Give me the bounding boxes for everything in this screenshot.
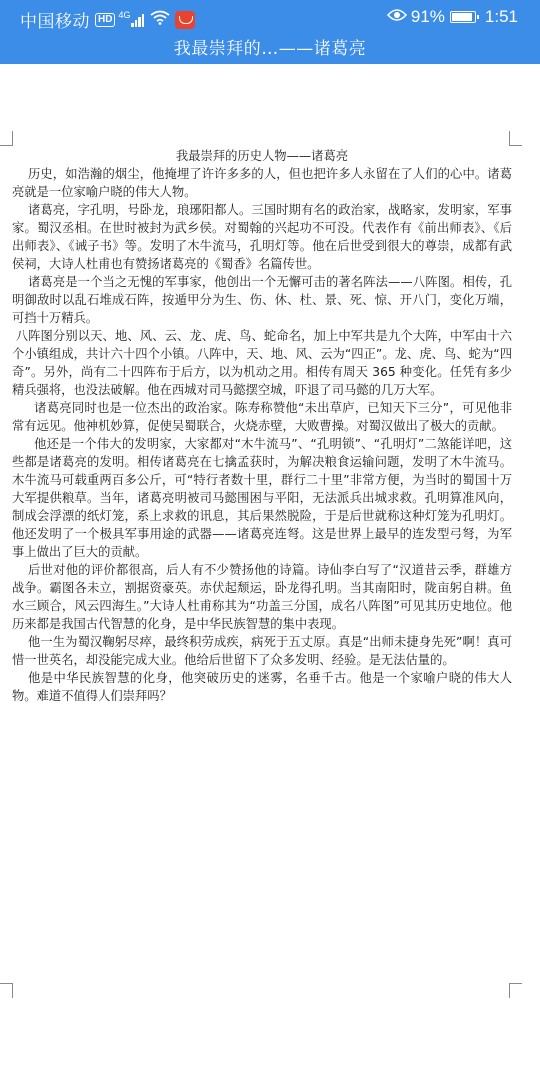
paragraph-death: 他一生为蜀汉鞠躬尽瘁，最终积劳成疾，病死于五丈原。真是“出师未捷身先死”啊！真可惜一世英名，却没能完成大业。他给后世留下了众多发明、经验。是无法估量的。 — [12, 635, 512, 667]
paragraph-evaluation: 后世对他的评价都很高，后人有不少赞扬他的诗篇。诗仙李白写了“汉道昔云季，群雄方战争。霸图各未立，割据资豪英。赤伏起颓运，卧龙得孔明。当其南阳时，陇亩躬自耕。鱼水三顾合，风云四海生。”大诗人杜甫称其为“功盖三分国，成名八阵图”可见其历史地位。他历来都是我国古代智慧的化身，是中华民族智慧的集中表现。 — [12, 563, 512, 631]
paragraph-bio: 诸葛亮，字孔明，号卧龙，琅琊阳都人。三国时期有名的政治家，战略家，发明家，军事家。蜀汉丞相。在世时被封为武乡侯。对蜀翰的兴起功不可没。代表作有《前出师表》、《后出师表》、《诫子书》等。发明了木牛流马，孔明灯等。他在后世受到很大的尊崇，成都有武侯祠，大诗人杜甫也有赞扬诸葛亮的《蜀香》名篇传世。 — [12, 203, 512, 271]
page-crop-mark-top-left — [0, 131, 13, 146]
paragraph-military: 诸葛亮是一个当之无愧的军事家，他创出一个无懈可击的著名阵法——八阵图。相传，孔明御敌时以乱石堆成石阵，按遁甲分为生、伤、休、杜、景、死、惊、开八门，变化万端，可挡十万精兵。 — [12, 275, 512, 325]
signal-icon — [131, 13, 144, 27]
paragraph-intro: 历史，如浩瀚的烟尘，他掩埋了许许多多的人，但也把许多人永留在了人们的心中。诸葛亮就是一位家喻户晓的伟大人物。 — [12, 167, 512, 199]
carrier-name: 中国移动 — [20, 12, 90, 31]
page-crop-mark-bottom-right — [509, 983, 522, 998]
eye-comfort-icon — [387, 7, 407, 27]
page-crop-mark-top-right — [509, 131, 522, 146]
hd-badge: HD — [95, 13, 115, 27]
battery-icon — [450, 11, 476, 23]
paragraph-inventor: 他还是一个伟大的发明家，大家都对“木牛流马”、“孔明锁”、“孔明灯”二煞能详吧，这些都是诸葛亮的发明。相传诸葛亮在七擒孟获时，为解决粮食运输问题，发明了木牛流马。木牛流马可载重两百多公斤，可“特行者数十里，群行二十里”非常方便，为当时的蜀国十万大军提供粮草。当年，诸葛亮明被司马懿围困与平阳，无法派兵出城求救。孔明算准风向，制成会浮漂的纸灯笼，系上求救的讯息，其后果然脱险，于是后世就称这种灯笼为孔明灯。他还发明了一个极具军事用途的武器——诸葛亮连弩。这是世界上最早的连发型弓弩，为军事上做出了巨大的贡献。 — [12, 437, 512, 559]
status-bar — [0, 0, 540, 36]
paragraph-eight-formation: 八阵图分别以天、地、风、云、龙、虎、鸟、蛇命名，加上中军共是九个大阵，中军由十六个小镇组成，共计六十四个小镇。八阵中，天、地、风、云为“四正”。龙、虎、鸟、蛇为“四奇”。另外，尚有二十四阵布于后方，以为机动之用。相传有周天 365 种变化。任凭有多少精兵强将，也没法破解。他在西城对司马懿摆空城，吓退了司马懿的几万大军。 — [12, 329, 512, 397]
document-body[interactable] — [12, 147, 512, 705]
wifi-icon — [150, 10, 170, 30]
paragraph-conclusion: 他是中华民族智慧的化身，他突破历史的迷雾，名垂千古。他是一个家喻户晓的伟大人物。难道不值得人们崇拜吗？ — [12, 671, 512, 703]
status-right — [387, 7, 518, 27]
page-crop-mark-bottom-left — [0, 983, 13, 998]
header-title: 我最崇拜的…——诸葛亮 — [173, 39, 367, 59]
document-title: 我最崇拜的历史人物——诸葛亮 — [175, 149, 349, 163]
network-type: 4G — [118, 9, 131, 20]
battery-fill — [452, 13, 472, 21]
document-header — [0, 36, 540, 64]
notification-app-icon — [175, 11, 195, 29]
paragraph-politician: 诸葛亮同时也是一位杰出的政治家。陈寿称赞他“未出草庐，已知天下三分”，可见他非常有远见。他神机妙算，促使吴蜀联合，火烧赤壁，大败曹操。对蜀汉做出了极大的贡献。 — [12, 401, 512, 433]
clock: 1:51 — [484, 7, 518, 26]
status-left — [20, 7, 195, 32]
battery-percent: 91% — [410, 7, 445, 26]
